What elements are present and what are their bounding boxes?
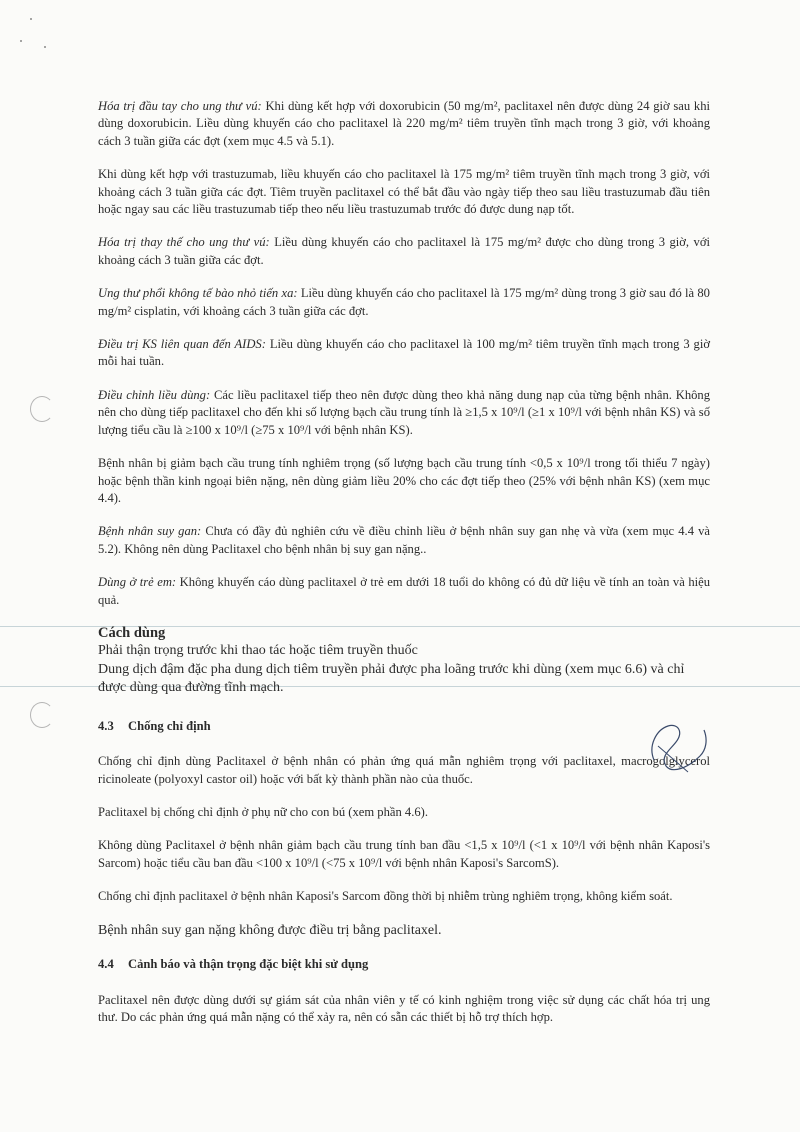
warning-paragraph: Paclitaxel nên được dùng dưới sự giám sát của nhân viên y tế có kinh nghiệm trong việc sử dụng các chất hóa trị ung thư. Do các phản ứng quá mẫn nặng có thể xảy ra, nên có sẵn các thiết bị hỗ trợ thích hợp.: [98, 992, 710, 1024]
dosage-paragraph: [98, 234, 710, 269]
paragraph-text: Không khuyến cáo dùng paclitaxel ở trẻ em dưới 18 tuổi do không có đủ dữ liệu về tính an toàn và hiệu quả.: [98, 575, 710, 607]
paragraph-label: Điều trị KS liên quan đến AIDS:: [98, 337, 266, 352]
paragraph-text: Liều dùng khuyến cáo cho paclitaxel là 100 mg/m² tiêm truyền tĩnh mạch trong 3 giờ mỗi hai tuần.: [98, 337, 710, 369]
administration-line: Dung dịch đậm đặc pha dung dịch tiêm truyền phải được pha loãng trước khi dùng (xem mục 6.6) và chỉ được dùng qua đường tĩnh mạch.: [98, 661, 685, 696]
paragraph-label: Hóa trị thay thế cho ung thư vú:: [98, 235, 270, 250]
paragraph-text: Bệnh nhân bị giảm bạch cầu trung tính nghiêm trọng (số lượng bạch cầu trung tính <0,5 x 10⁹/l trong tối thiểu 7 ngày) hoặc bệnh thần kinh ngoại biên nặng, nên dùng giảm liều 20% cho các đợt tiếp theo (25% với bệnh nhân KS) (xem mục 4.4).: [98, 456, 710, 505]
paragraph-label: Ung thư phổi không tế bào nhỏ tiến xa:: [98, 286, 298, 301]
section-number: 4.3: [98, 718, 114, 733]
paragraph-text: Chưa có đầy đủ nghiên cứu về điều chỉnh liều ở bệnh nhân suy gan nhẹ và vừa (xem mục 4.4 và 5.2). Không nên dùng Paclitaxel cho bệnh nhân bị suy gan nặng..: [98, 524, 710, 556]
dosage-paragraph: [98, 285, 710, 320]
section-number: 4.4: [98, 957, 114, 972]
section-heading-contraindications: [98, 718, 710, 735]
contraindication-paragraph: Chống chỉ định paclitaxel ở bệnh nhân Kaposi's Sarcom đồng thời bị nhiễm trùng nghiêm trọng, không kiểm soát.: [98, 889, 673, 904]
paragraph-label: Điều chỉnh liều dùng:: [98, 387, 211, 402]
handwritten-signature: [644, 716, 714, 776]
administration-heading: Cách dùng: [98, 624, 166, 641]
administration-line: Phải thận trọng trước khi thao tác hoặc tiêm truyền thuốc: [98, 643, 418, 659]
punch-hole-mark: [30, 396, 54, 422]
dosage-paragraph: [98, 455, 710, 507]
punch-hole-mark: [30, 702, 54, 728]
dosage-paragraph: [98, 523, 710, 558]
paragraph-text: Liều dùng khuyến cáo cho paclitaxel là 175 mg/m² được cho dùng trong 3 giờ, với khoảng cách 3 tuần giữa các đợt.: [98, 235, 710, 267]
paragraph-text: Khi dùng kết hợp với doxorubicin (50 mg/m², paclitaxel nên được dùng 24 giờ sau khi dùng doxorubicin. Liều dùng khuyến cáo cho paclitaxel là 220 mg/m² tiêm truyền tĩnh mạch trong 3 giờ, với khoảng cách 3 tuần giữa các đợt (xem mục 4.5 và 5.1).: [98, 99, 710, 148]
paragraph-text: Các liều paclitaxel tiếp theo nên được dùng theo khả năng dung nạp của từng bệnh nhân. Không nên cho dùng tiếp paclitaxel cho đến khi số lượng bạch cầu trung tính là ≥1,5 x 10⁹/l (≥1 x 10⁹/l với bệnh nhân KS) và số lượng tiểu cầu là ≥100 x 10⁹/l (≥75 x 10⁹/l với bệnh nhân KS).: [98, 387, 711, 437]
paragraph-text: Khi dùng kết hợp với trastuzumab, liều khuyến cáo cho paclitaxel là 175 mg/m² tiêm truyền tĩnh mạch trong 3 giờ, với khoảng cách 3 tuần giữa các đợt. Tiêm truyền paclitaxel có thể bắt đầu vào ngày tiếp theo sau liều trastuzumab đầu tiên hoặc ngay sau các liều trastuzumab tiếp theo nếu liều trastuzumab trước đó được dung nạp tốt.: [98, 167, 710, 217]
administration-block: [98, 625, 710, 698]
scan-speck: [30, 18, 32, 20]
contraindication-paragraph: Không dùng Paclitaxel ở bệnh nhân giảm bạch cầu trung tính ban đầu <1,5 x 10⁹/l (<1 x 10⁹/l với bệnh nhân Kaposi's Sarcom) hoặc tiểu cầu ban đầu <100 x 10⁹/l (<75 x 10⁹/l với bệnh nhân Kaposi's SarcomS).: [98, 838, 710, 870]
dosage-paragraph: [98, 336, 710, 371]
dosage-paragraph: [98, 98, 710, 150]
scan-speck: [20, 40, 22, 42]
section-title: Cảnh báo và thận trọng đặc biệt khi sử dụng: [128, 957, 369, 972]
contraindication-paragraph: Paclitaxel bị chống chỉ định ở phụ nữ cho con bú (xem phần 4.6).: [98, 805, 429, 820]
paragraph-label: Hóa trị đầu tay cho ung thư vú:: [98, 99, 262, 113]
paragraph-label: Bệnh nhân suy gan:: [98, 524, 202, 539]
paragraph-label: Dùng ở trẻ em:: [98, 575, 177, 590]
section-heading-warnings: [98, 956, 710, 973]
scan-speck: [44, 46, 46, 48]
contraindication-note: Bệnh nhân suy gan nặng không được điều trị bằng paclitaxel.: [98, 922, 442, 938]
dosage-paragraph: [98, 574, 710, 609]
document-body: [98, 98, 710, 1042]
paragraph-text: Liều dùng khuyến cáo cho paclitaxel là 175 mg/m² dùng trong 3 giờ sau đó là 80 mg/m² cisplatin, với khoảng cách 3 tuần giữa các đợt.: [98, 286, 710, 318]
dosage-paragraph: [98, 166, 710, 218]
dosage-paragraph: [98, 387, 710, 439]
contraindication-paragraph: Chống chỉ định dùng Paclitaxel ở bệnh nhân có phản ứng quá mẫn nghiêm trọng với paclitaxel, macrogolglycerol ricinoleate (polyoxyl castor oil) hoặc với bất kỳ thành phần nào của thuốc.: [98, 754, 710, 786]
section-title: Chống chỉ định: [128, 718, 211, 733]
